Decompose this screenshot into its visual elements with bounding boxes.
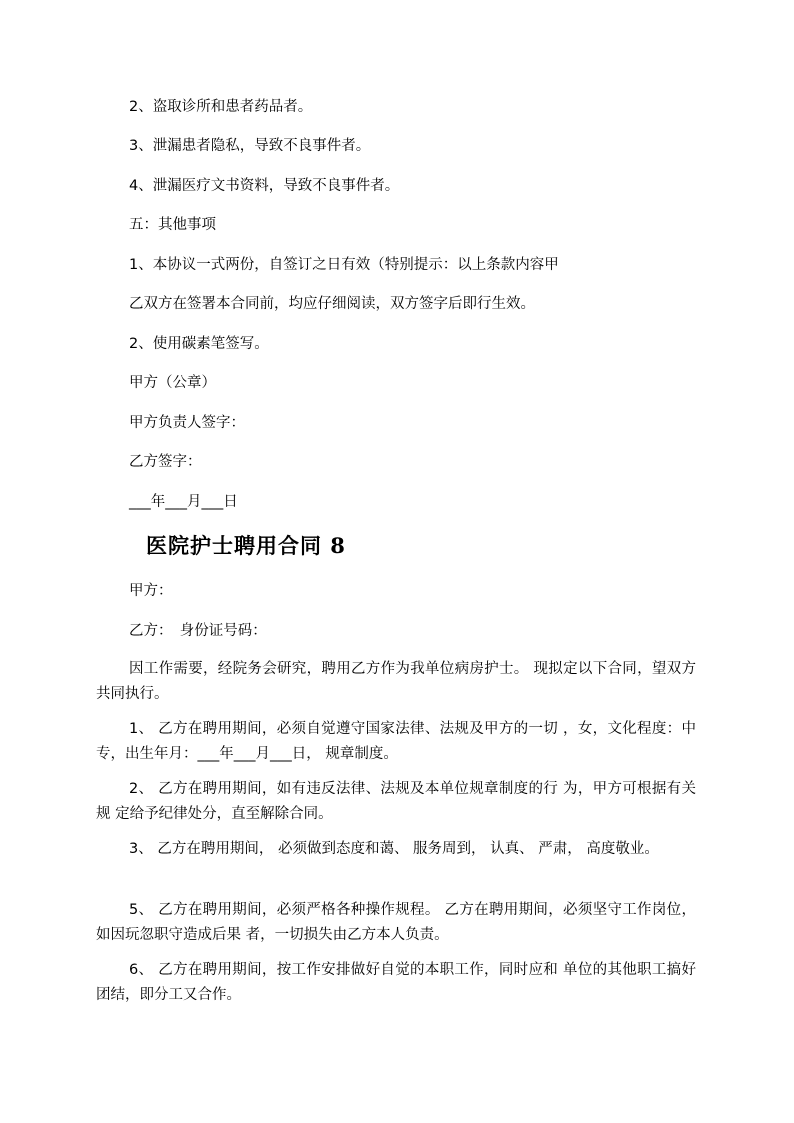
clause-5: 5、 乙方在聘用期间，必须严格各种操作规程。 乙方在聘用期间，必须坚守工作岗位，如因玩忽职守造成后果 者，一切损失由乙方本人负责。 xyxy=(96,902,696,943)
other-item-1-line1: 1、本协议一式两份，自签订之日有效（特别提示：以上条款内容甲 xyxy=(129,257,559,273)
date-blank: ___年___月___日 xyxy=(129,494,238,510)
clause-1: 1、 乙方在聘用期间，必须自觉遵守国家法律、法规及甲方的一切 ，女，文化程度：中专，出生年月：___年___月___日， 规章制度。 xyxy=(96,721,696,762)
clause-3: 3、 乙方在聘用期间， 必须做到态度和蔼、 服务周到， 认真、 严肃， 高度敬业。 xyxy=(129,841,659,857)
other-item-1-line2: 乙双方在签署本合同前，均应仔细阅读，双方签字后即行生效。 xyxy=(129,296,535,312)
party-b-sign: 乙方签字： xyxy=(129,454,202,470)
other-item-2: 2、使用碳素笔签写。 xyxy=(129,336,269,352)
prev-item-4: 4、泄漏医疗文书资料，导致不良事件者。 xyxy=(129,178,400,194)
prev-item-2: 2、盗取诊所和患者药品者。 xyxy=(129,99,313,115)
party-a-signer: 甲方负责人签字： xyxy=(129,415,245,431)
party-a-label: 甲方： xyxy=(129,583,173,599)
party-b-label: 乙方： 身份证号码： xyxy=(129,623,267,639)
party-a-seal: 甲方（公章） xyxy=(129,375,216,391)
clause-2: 2、 乙方在聘用期间，如有违反法律、法规及本单位规章制度的行 为，甲方可根据有关规 定给予纪律处分，直至解除合同。 xyxy=(96,781,696,822)
contract-title: 医院护士聘用合同 8 xyxy=(146,533,346,558)
clause-6: 6、 乙方在聘用期间，按工作安排做好自觉的本职工作，同时应和 单位的其他职工搞好团结，即分工又合作。 xyxy=(96,962,696,1003)
section-heading-other: 五：其他事项 xyxy=(129,217,216,233)
prev-item-3: 3、泄漏患者隐私，导致不良事件者。 xyxy=(129,138,371,154)
contract-intro: 因工作需要，经院务会研究，聘用乙方作为我单位病房护士。 现拟定以下合同，望双方共同执行。 xyxy=(96,661,696,702)
